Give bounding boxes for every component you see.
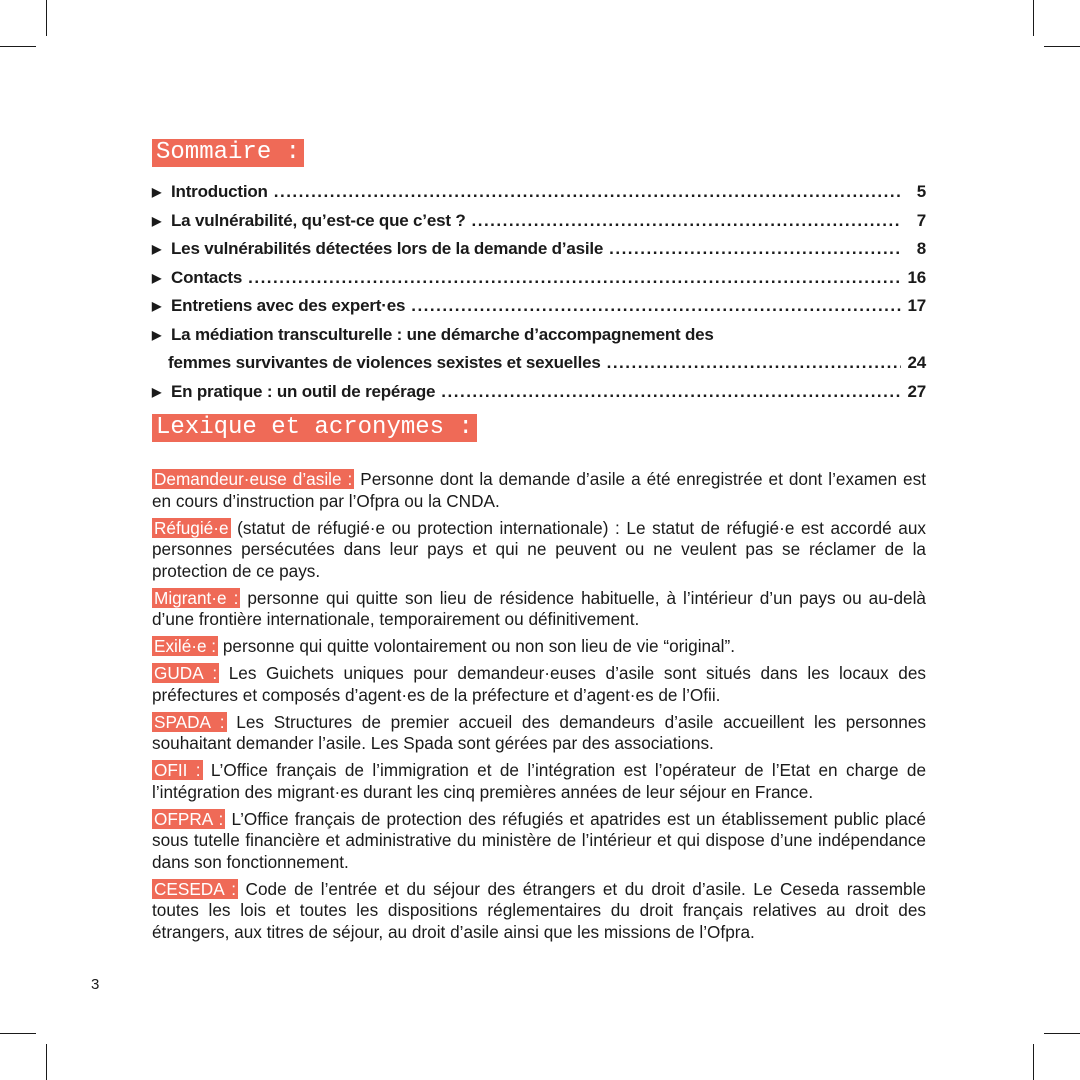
glossary-entry [152, 712, 926, 755]
toc-entry-label: Les vulnérabilités détectées lors de la demande d’asile [171, 239, 604, 259]
toc-entry-label: La vulnérabilité, qu’est-ce que c’est ? [171, 210, 466, 230]
toc-entry-label: Entretiens avec des expert·es [171, 296, 406, 316]
triangle-right-icon: ▶ [152, 242, 162, 257]
glossary [152, 469, 926, 949]
glossary-term: Réfugié·e [154, 517, 229, 538]
toc-leader-dots [411, 296, 901, 316]
crop-mark [0, 1033, 36, 1034]
toc-page-number: 5 [916, 182, 926, 202]
glossary-definition: Les Structures de premier accueil des demandeurs d’asile accueillent les personnes souhaitant demander l’asile. Les Spada sont gérées par des associations. [152, 711, 926, 753]
triangle-right-icon: ▶ [152, 299, 162, 314]
glossary-term: CESEDA : [154, 878, 237, 899]
toc-entry[interactable] [152, 235, 926, 264]
toc-leader-dots [472, 211, 902, 231]
toc-entry-label: Introduction [171, 182, 268, 202]
toc-entry-label: femmes survivantes de violences sexistes et sexuelles [168, 353, 601, 373]
glossary-term: OFPRA : [154, 808, 224, 829]
glossary-entry [152, 469, 926, 512]
crop-mark [46, 1044, 47, 1080]
triangle-right-icon: ▶ [152, 213, 162, 228]
toc-page-number: 16 [907, 267, 926, 287]
toc-entry-continuation[interactable] [168, 349, 926, 378]
crop-mark [46, 0, 47, 36]
crop-mark [1033, 1044, 1034, 1080]
glossary-definition: personne qui quitte son lieu de résidence habituelle, à l’intérieur d’un pays ou au-delà d’une frontière internationale, temporairement ou définitivement. [152, 587, 926, 629]
sommaire-heading: Sommaire : [152, 139, 304, 167]
glossary-term: OFII : [154, 760, 201, 780]
glossary-entry [152, 518, 926, 583]
toc-entry[interactable] [152, 264, 926, 293]
toc-entry-label: En pratique : un outil de repérage [171, 381, 436, 401]
toc-entry-label: Contacts [171, 267, 243, 287]
toc-page-number: 8 [916, 239, 926, 259]
glossary-entry [152, 809, 926, 874]
crop-mark [0, 46, 36, 47]
toc-entry[interactable] [152, 378, 926, 407]
toc-entry[interactable] [152, 207, 926, 236]
triangle-right-icon: ▶ [152, 185, 162, 200]
glossary-definition: L’Office français de protection des réfugiés et apatrides est un établissement public placé sous tutelle financière et administrative du ministère de l’intérieur et qui dispose d’une indépendance dans son fonctionnement. [152, 808, 926, 872]
triangle-right-icon: ▶ [152, 270, 162, 285]
toc-leader-dots [609, 239, 902, 259]
glossary-definition: L’Office français de l’immigration et de l’intégration est l’opérateur de l’Etat en charge de l’intégration des migrant·es durant les cinq premières années de leur séjour en France. [152, 760, 927, 802]
toc-leader-dots [441, 382, 901, 402]
glossary-entry [152, 588, 926, 631]
crop-mark [1044, 46, 1080, 47]
table-of-contents [152, 178, 926, 406]
glossary-entry [152, 879, 926, 944]
toc-page-number: 24 [907, 353, 926, 373]
glossary-definition: (statut de réfugié·e ou protection internationale) : Le statut de réfugié·e est accordé aux personnes persécutées dans leur pays et qui ne peuvent ou ne veulent pas se réclamer de la protection de ce pays. [152, 517, 926, 581]
toc-page-number: 27 [907, 381, 926, 401]
glossary-term: GUDA : [154, 663, 218, 683]
glossary-term: Demandeur·euse d’asile : [154, 469, 353, 489]
toc-entry[interactable] [152, 178, 926, 207]
toc-entry[interactable] [152, 321, 926, 350]
toc-leader-dots [248, 268, 901, 288]
glossary-definition: personne qui quitte volontairement ou non son lieu de vie “original”. [218, 636, 735, 656]
toc-page-number: 7 [916, 210, 926, 230]
crop-mark [1044, 1033, 1080, 1034]
glossary-term: Migrant·e : [154, 587, 239, 608]
glossary-term: Exilé·e : [154, 636, 217, 656]
glossary-definition: Code de l’entrée et du séjour des étrangers et du droit d’asile. Le Ceseda rassemble toutes les lois et toutes les dispositions réglementaires du droit français relatives au droit des étrangers, aux titres de séjour, au droit d’asile ainsi que les missions de l’Ofpra. [152, 878, 926, 942]
page-number: 3 [91, 976, 100, 993]
glossary-entry [152, 760, 926, 803]
toc-page-number: 17 [907, 296, 926, 316]
triangle-right-icon: ▶ [152, 384, 162, 399]
glossary-entry [152, 663, 926, 706]
glossary-definition: Les Guichets uniques pour demandeur·euses d’asile sont situés dans les locaux des préfectures et composés d’agent·es de la préfecture et d’agent·es de l’Ofii. [152, 663, 926, 705]
toc-leader-dots [274, 182, 902, 202]
glossary-term: SPADA : [154, 711, 225, 732]
triangle-right-icon: ▶ [152, 327, 162, 342]
toc-leader-dots [607, 353, 902, 373]
crop-mark [1033, 0, 1034, 36]
lexique-heading: Lexique et acronymes : [152, 414, 477, 442]
toc-entry[interactable] [152, 292, 926, 321]
glossary-definition: Personne dont la demande d’asile a été enregistrée et dont l’examen est en cours d’instruction par l’Ofpra ou la CNDA. [152, 469, 926, 511]
glossary-entry [152, 636, 926, 658]
toc-entry-label: La médiation transculturelle : une démarche d’accompagnement des [171, 324, 714, 344]
